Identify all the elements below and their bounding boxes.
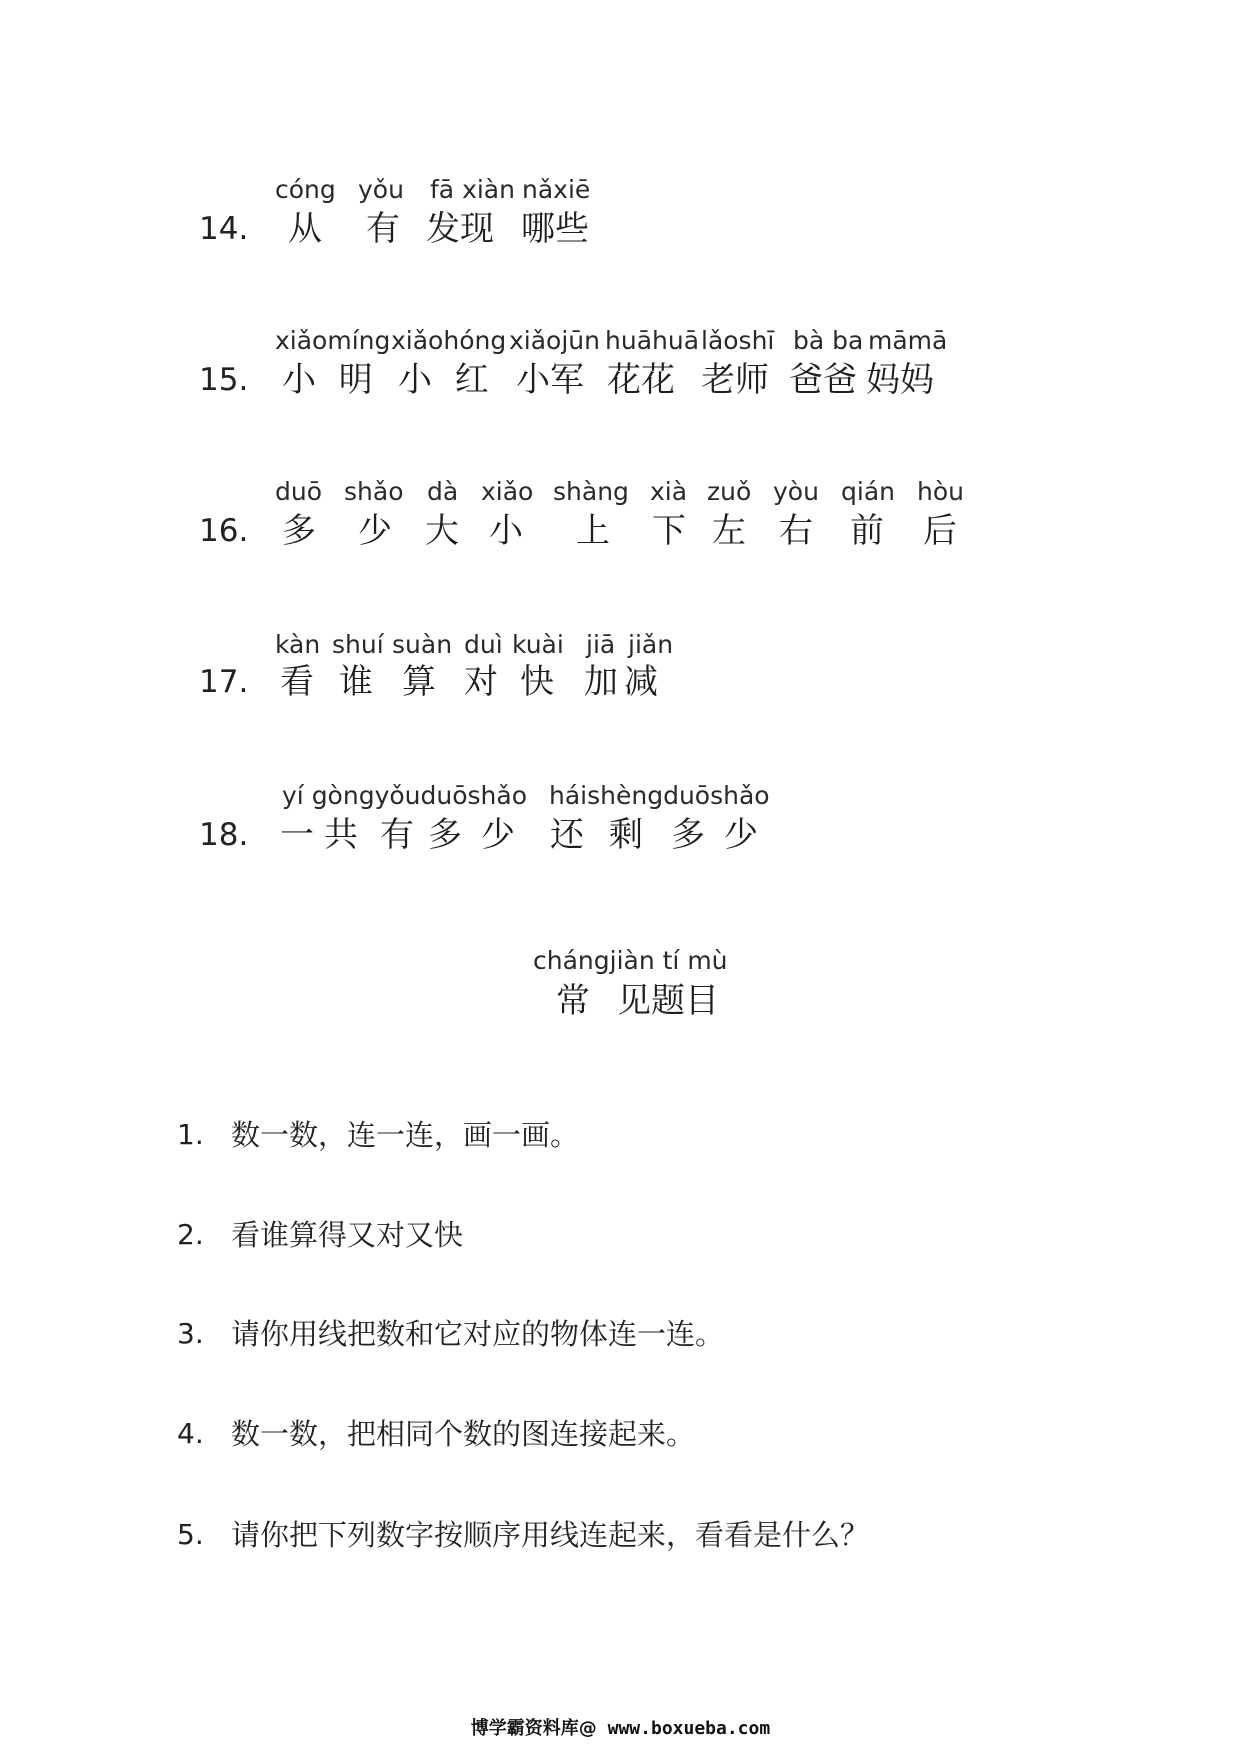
hanzi: 共 bbox=[324, 815, 358, 855]
pinyin: duì bbox=[464, 630, 503, 659]
hanzi: 老师 bbox=[701, 360, 769, 400]
list-number: 1. bbox=[177, 1118, 204, 1151]
pinyin: yí gòngyǒuduōshǎo bbox=[282, 781, 527, 810]
heading-hanzi: 常 bbox=[556, 981, 590, 1021]
hanzi: 谁 bbox=[339, 662, 373, 702]
hanzi: 少 bbox=[358, 511, 392, 551]
hanzi: 多 bbox=[428, 815, 462, 855]
pinyin: shuí bbox=[332, 630, 384, 659]
list-number: 5. bbox=[177, 1518, 204, 1551]
pinyin: yòu bbox=[773, 477, 819, 506]
hanzi: 妈妈 bbox=[866, 360, 934, 400]
pinyin: kuài bbox=[512, 630, 564, 659]
pinyin: xià bbox=[650, 477, 688, 506]
pinyin: nǎxiē bbox=[522, 175, 591, 204]
hanzi: 哪些 bbox=[521, 209, 589, 249]
pinyin: cóng bbox=[275, 175, 336, 204]
row-number: 16. bbox=[199, 513, 249, 549]
hanzi: 加减 bbox=[584, 662, 664, 702]
pinyin: háishèngduōshǎo bbox=[549, 781, 770, 810]
pinyin: duō bbox=[275, 477, 323, 506]
pinyin: dà bbox=[427, 477, 459, 506]
pinyin: xiǎohóng bbox=[391, 326, 507, 355]
hanzi: 下 bbox=[652, 511, 686, 551]
pinyin: fā xiàn bbox=[430, 175, 515, 204]
pinyin: jiǎn bbox=[628, 630, 674, 659]
hanzi: 看 bbox=[280, 662, 314, 702]
pinyin: qián bbox=[841, 477, 895, 506]
hanzi: 少 bbox=[481, 815, 515, 855]
list-item: 看谁算得又对又快 bbox=[231, 1218, 464, 1252]
footer-url: www.boxueba.com bbox=[596, 1718, 771, 1739]
hanzi: 发现 bbox=[426, 209, 494, 249]
hanzi: 大 bbox=[425, 511, 459, 551]
heading-pinyin: chángjiàn tí mù bbox=[533, 946, 728, 975]
pinyin: shǎo bbox=[344, 477, 404, 506]
hanzi: 少 bbox=[724, 815, 758, 855]
hanzi: 有 bbox=[380, 815, 414, 855]
hanzi: 剩 bbox=[609, 815, 643, 855]
hanzi: 快 bbox=[520, 662, 554, 702]
pinyin: kàn bbox=[275, 630, 321, 659]
hanzi: 多 bbox=[282, 511, 316, 551]
hanzi: 小 bbox=[489, 511, 523, 551]
row-number: 14. bbox=[199, 211, 249, 247]
pinyin: yǒu bbox=[358, 175, 404, 204]
hanzi: 一 bbox=[280, 815, 314, 855]
row-number: 18. bbox=[199, 817, 249, 853]
hanzi: 有 bbox=[366, 209, 400, 249]
pinyin: hòu bbox=[917, 477, 964, 506]
pinyin: jiā bbox=[586, 630, 616, 659]
list-number: 3. bbox=[177, 1317, 204, 1350]
hanzi: 小 红 bbox=[398, 360, 489, 400]
hanzi: 还 bbox=[550, 815, 584, 855]
hanzi: 左 bbox=[712, 511, 746, 551]
hanzi: 后 bbox=[923, 511, 957, 551]
hanzi: 花花 bbox=[607, 360, 675, 400]
pinyin: xiǎo bbox=[481, 477, 534, 506]
pinyin: suàn bbox=[392, 630, 453, 659]
footer-watermark bbox=[0, 1717, 1241, 1741]
pinyin: zuǒ bbox=[707, 477, 752, 506]
hanzi: 小军 bbox=[516, 360, 584, 400]
heading-hanzi: 见题目 bbox=[617, 981, 719, 1021]
hanzi: 右 bbox=[779, 511, 813, 551]
pinyin: bà ba bbox=[793, 326, 864, 355]
pinyin: māmā bbox=[868, 326, 948, 355]
list-item: 请你把下列数字按顺序用线连起来，看看是什么？ bbox=[231, 1518, 870, 1552]
pinyin: xiǎojūn bbox=[509, 326, 600, 355]
hanzi: 前 bbox=[850, 511, 884, 551]
list-number: 4. bbox=[177, 1417, 204, 1450]
pinyin: shàng bbox=[553, 477, 629, 506]
list-item: 数一数，连一连，画一画。 bbox=[231, 1118, 580, 1152]
hanzi: 算 bbox=[402, 662, 436, 702]
hanzi: 上 bbox=[576, 511, 610, 551]
row-number: 15. bbox=[199, 362, 249, 398]
list-item: 数一数，把相同个数的图连接起来。 bbox=[231, 1417, 696, 1451]
hanzi: 爸爸 bbox=[789, 360, 857, 400]
pinyin: huāhuā bbox=[605, 326, 700, 355]
hanzi: 对 bbox=[464, 662, 498, 702]
hanzi: 小 明 bbox=[282, 360, 373, 400]
footer-brand: 博学霸资料库@ bbox=[470, 1718, 597, 1739]
list-number: 2. bbox=[177, 1218, 204, 1251]
list-item: 请你用线把数和它对应的物体连一连。 bbox=[231, 1317, 725, 1351]
hanzi: 多 bbox=[671, 815, 705, 855]
pinyin: lǎoshī bbox=[701, 326, 775, 355]
pinyin: xiǎomíng bbox=[275, 326, 391, 355]
row-number: 17. bbox=[199, 664, 249, 700]
hanzi: 从 bbox=[288, 209, 322, 249]
